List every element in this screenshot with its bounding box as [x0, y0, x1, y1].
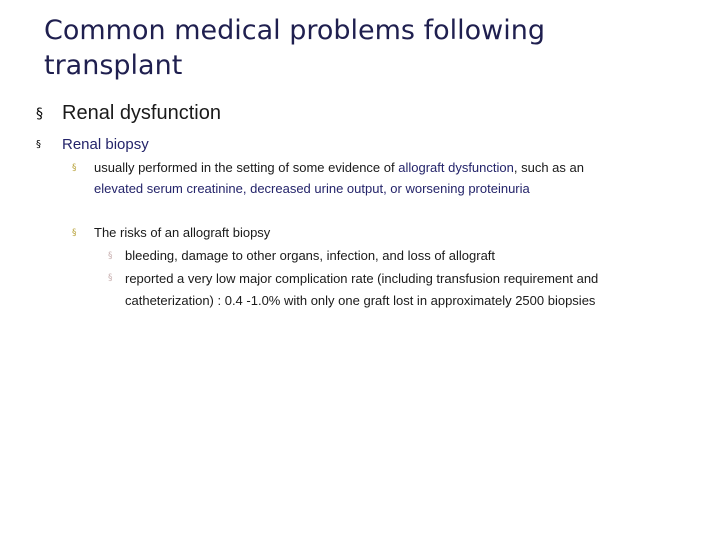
- point-line-2: elevated serum creatinine, decreased urine output, or worsening proteinuria: [94, 181, 530, 196]
- risk-item-bleeding: bleeding, damage to other organs, infection, and loss of allograft: [125, 248, 496, 263]
- bullet-icon: §: [36, 139, 41, 150]
- bullet-icon: §: [108, 273, 113, 283]
- bullet-icon: §: [36, 106, 43, 122]
- point-text: , such as an: [513, 160, 584, 175]
- point-biopsy-setting: [94, 157, 704, 199]
- bullet-icon: §: [72, 228, 77, 238]
- subheading-renal-biopsy: Renal biopsy: [62, 136, 149, 153]
- point-line-1: [94, 157, 704, 178]
- risk-line-1: reported a very low major complication rate (including transfusion requirement and: [125, 271, 599, 286]
- heading-renal-dysfunction: Renal dysfunction: [62, 102, 221, 124]
- point-text: usually performed in the setting of some evidence of: [94, 160, 399, 175]
- bullet-icon: §: [108, 251, 113, 261]
- point-biopsy-risks: The risks of an allograft biopsy: [94, 225, 271, 240]
- risk-item-complication-rate: [125, 268, 705, 312]
- point-emphasis: allograft dysfunction: [398, 160, 514, 175]
- slide-title: Common medical problems following transplant: [44, 15, 545, 81]
- bullet-icon: §: [72, 163, 77, 173]
- risk-line-2: catheterization) : 0.4 -1.0% with only one graft lost in approximately 2500 biopsies: [125, 293, 596, 308]
